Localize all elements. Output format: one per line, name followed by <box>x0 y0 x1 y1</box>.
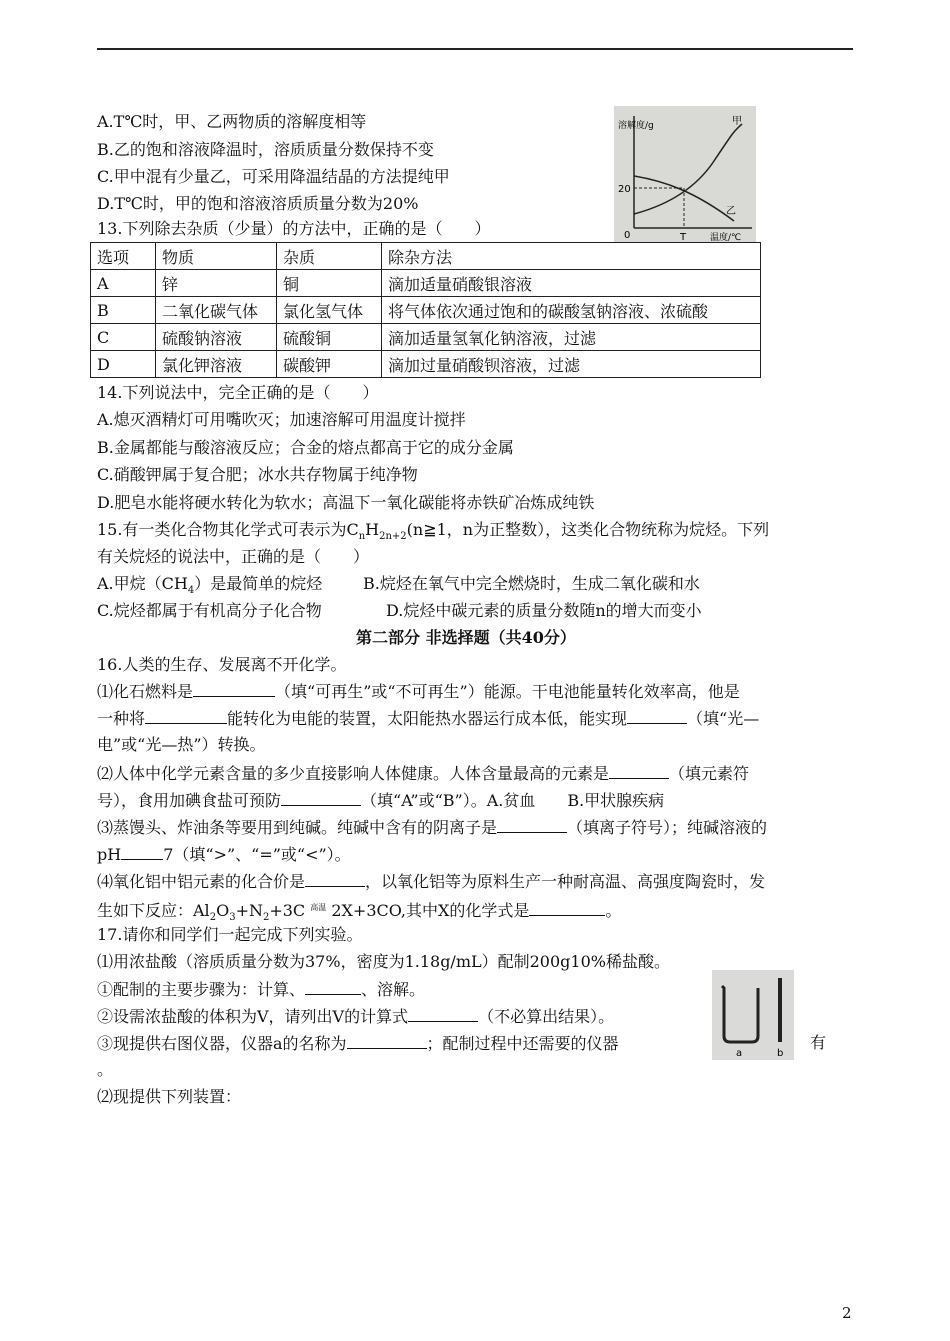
q13-table <box>90 242 761 378</box>
table-cell: 将气体依次通过饱和的碳酸氢钠溶液、浓硫酸 <box>382 297 761 324</box>
answer-blank[interactable] <box>121 843 163 860</box>
instruments-image <box>712 970 794 1060</box>
q15-option-d: D.烷烃中碳元素的质量分数随n的增大而变小 <box>386 601 702 620</box>
q15-stem-line2: 有关烷烃的说法中，正确的是（ ） <box>97 547 370 566</box>
table-row <box>91 351 761 378</box>
instruments-svg <box>712 970 794 1060</box>
header-rule <box>97 48 853 50</box>
q16-p2-b: （填元素符 <box>669 764 750 783</box>
q16-p4-s2: 3 <box>229 912 236 924</box>
q16-p1-d: 能转化为电能的装置，太阳能热水器运行成本低，能实现 <box>227 709 628 728</box>
q16-p3-line2 <box>97 843 351 866</box>
q16-p2-c: 号），食用加碘食盐可预防 <box>97 791 282 810</box>
graph-xlabel: 温度/℃ <box>710 233 742 242</box>
q16-p4-g: 2X+3CO,其中X的化学式是 <box>326 901 530 920</box>
q17-s3-c: 有 <box>810 1033 827 1052</box>
q16-p2-a: ⑵人体中化学元素含量的多少直接影响人体健康。人体含量最高的元素是 <box>97 764 610 783</box>
q16-p1-line1 <box>97 680 740 703</box>
q15-option-c: C.烷烃都属于有机高分子化合物 <box>97 601 322 620</box>
q17-s3-a: ③现提供右图仪器，仪器a的名称为 <box>97 1034 347 1053</box>
answer-blank[interactable] <box>281 789 361 806</box>
q16-p1-c: 一种将 <box>97 709 146 728</box>
table-header-cell: 除杂方法 <box>382 243 761 270</box>
answer-blank[interactable] <box>305 870 365 887</box>
q17-s1-a: ①配制的主要步骤为：计算、 <box>97 980 306 999</box>
table-row <box>91 270 761 297</box>
answer-blank[interactable] <box>609 762 669 779</box>
answer-blank[interactable] <box>193 680 275 697</box>
q16-p4-f: +3C <box>269 901 311 920</box>
graph-x-mark: T <box>680 232 687 242</box>
q14-stem: 14.下列说法中，完全正确的是（ ） <box>97 383 379 402</box>
table-row <box>91 324 761 351</box>
graph-y-value: 20 <box>618 184 631 195</box>
table-cell: 滴加适量氢氧化钠溶液，过滤 <box>382 324 761 351</box>
table-cell: C <box>91 324 156 351</box>
table-cell: A <box>91 270 156 297</box>
q16-p4-s1: 2 <box>209 912 217 924</box>
q17-step2 <box>97 1005 614 1028</box>
table-header-row <box>91 243 761 270</box>
q15-stem-post: (n≧1，n为正整数），这类化合物统称为烷烃。下列 <box>406 520 770 539</box>
q16-p4-condition: 高温 <box>310 903 327 912</box>
instrument-label-a: a <box>736 1048 743 1059</box>
q15-stem-pre: 15.有一类化合物其化学式可表示为C <box>97 520 359 539</box>
q14-option-b: B.金属都能与酸溶液反应；合金的熔点都高于它的成分金属 <box>97 438 514 457</box>
q12-option-d: D.T℃时，甲的饱和溶液溶质质量分数为20% <box>97 194 419 213</box>
q16-p1-e: （填“光— <box>687 709 760 728</box>
graph-curve-jia-label: 甲 <box>732 116 742 127</box>
q13-stem: 13.下列除去杂质（少量）的方法中，正确的是（ ） <box>97 219 491 238</box>
q16-p1-a: ⑴化石燃料是 <box>97 682 194 701</box>
answer-blank[interactable] <box>305 978 361 995</box>
q15-option-b: B.烷烃在氧气中完全燃烧时，生成二氧化碳和水 <box>363 574 700 593</box>
table-row <box>91 297 761 324</box>
q16-p3-c: pH <box>97 845 122 864</box>
table-cell: 滴加过量硝酸钡溶液，过滤 <box>382 351 761 378</box>
solubility-graph <box>614 106 756 242</box>
table-cell: 铜 <box>277 270 382 297</box>
q16-p4-a: ⑷氧化铝中铝元素的化合价是 <box>97 872 306 891</box>
solubility-graph-svg <box>614 106 756 242</box>
q17-intro: 17.请你和同学们一起完成下列实验。 <box>97 925 363 944</box>
q16-p2-line2 <box>97 789 664 812</box>
q15-stem-mid: H <box>365 520 380 539</box>
q16-p3-d: 7（填“>”、“=”或“<”）。 <box>163 845 351 864</box>
table-cell: 滴加适量硝酸银溶液 <box>382 270 761 297</box>
q15-a-sub: 4 <box>187 585 195 597</box>
q15-a-pre: A.甲烷（CH <box>97 574 188 593</box>
q17-p2: ⑵现提供下列装置： <box>97 1087 242 1106</box>
q16-p4-b: ，以氧化铝等为原料生产一种耐高温、高强度陶瓷时，发 <box>365 872 766 891</box>
table-cell: 硫酸钠溶液 <box>156 324 277 351</box>
part2-title: 第二部分 非选择题（共40分） <box>356 628 576 647</box>
curve-jia <box>634 124 742 214</box>
q15-option-a <box>97 573 322 602</box>
q14-option-a: A.熄灭酒精灯可用嘴吹灭；加速溶解可用温度计搅拌 <box>97 410 466 429</box>
q17-s2-b: （不必算出结果）。 <box>478 1007 615 1026</box>
q17-step1 <box>97 978 425 1001</box>
q16-p4-e: +N <box>235 901 263 920</box>
page-number: 2 <box>842 1304 852 1322</box>
q15-stem-sub1: n <box>358 531 366 543</box>
table-cell: D <box>91 351 156 378</box>
q16-p2-line1 <box>97 762 749 785</box>
graph-curve-yi-label: 乙 <box>726 206 736 217</box>
instrument-label-b: b <box>777 1048 784 1059</box>
table-cell: 硫酸铜 <box>277 324 382 351</box>
beaker-icon <box>722 986 758 1042</box>
table-cell: 锌 <box>156 270 277 297</box>
answer-blank[interactable] <box>347 1032 427 1049</box>
table-cell: 二氧化碳气体 <box>156 297 277 324</box>
table-cell: B <box>91 297 156 324</box>
table-header-cell: 杂质 <box>277 243 382 270</box>
q16-p1-b: （填“可再生”或“不可再生”）能源。干电池能量转化效率高，他是 <box>275 682 740 701</box>
answer-blank[interactable] <box>529 899 605 916</box>
q15-stem <box>97 519 769 548</box>
q16-p1-line2 <box>97 707 759 730</box>
table-header-cell: 选项 <box>91 243 156 270</box>
table-cell: 氯化钾溶液 <box>156 351 277 378</box>
q16-p1-f: 电”或“光—热”）转换。 <box>97 735 266 754</box>
q14-option-c: C.硝酸钾属于复合肥；冰水共存物属于纯净物 <box>97 465 418 484</box>
q12-option-a: A.T℃时，甲、乙两物质的溶解度相等 <box>97 112 367 131</box>
q15-a-post: ）是最简单的烷烃 <box>194 574 323 593</box>
graph-ylabel: 溶解度/g <box>618 121 654 131</box>
q17-s3-b: ；配制过程中还需要的仪器 <box>426 1034 619 1053</box>
q16-p2-d: （填“A”或“B”）。A.贫血 B.甲状腺疾病 <box>361 791 665 810</box>
q17-s3-end: 。 <box>97 1060 114 1079</box>
answer-blank[interactable] <box>497 816 567 833</box>
q14-option-d: D.肥皂水能将硬水转化为软水；高温下一氧化碳能将赤铁矿冶炼成纯铁 <box>97 493 595 512</box>
table-cell: 氯化氢气体 <box>277 297 382 324</box>
q16-p4-line1 <box>97 870 765 893</box>
table-header-cell: 物质 <box>156 243 277 270</box>
q17-s2-a: ②设需浓盐酸的体积为V，请列出V的计算式 <box>97 1007 409 1026</box>
answer-blank[interactable] <box>145 707 227 724</box>
q16-p4-c: 生如下反应：Al <box>97 901 210 920</box>
q16-p3-line1 <box>97 816 767 839</box>
q17-step3 <box>97 1032 619 1055</box>
q16-p4-h: 。 <box>605 901 622 920</box>
q12-option-c: C.甲中混有少量乙，可采用降温结晶的方法提纯甲 <box>97 167 450 186</box>
q16-p4-d: O <box>216 901 230 920</box>
q16-intro: 16.人类的生存、发展离不开化学。 <box>97 655 347 674</box>
table-cell: 碳酸钾 <box>277 351 382 378</box>
graph-origin: 0 <box>624 230 631 241</box>
answer-blank[interactable] <box>627 707 687 724</box>
q16-p4-s3: 2 <box>262 912 270 924</box>
q12-option-b: B.乙的饱和溶液降温时，溶质质量分数保持不变 <box>97 140 434 159</box>
q17-p1: ⑴用浓盐酸（溶质质量分数为37%，密度为1.18g/mL）配制200g10%稀盐酸。 <box>97 952 670 971</box>
q15-stem-sub2: 2n+2 <box>379 531 407 543</box>
q16-p3-b: （填离子符号）；纯碱溶液的 <box>567 818 768 837</box>
q16-p3-a: ⑶蒸馒头、炸油条等要用到纯碱。纯碱中含有的阴离子是 <box>97 818 498 837</box>
answer-blank[interactable] <box>408 1005 478 1022</box>
q17-s1-b: 、溶解。 <box>361 980 426 999</box>
